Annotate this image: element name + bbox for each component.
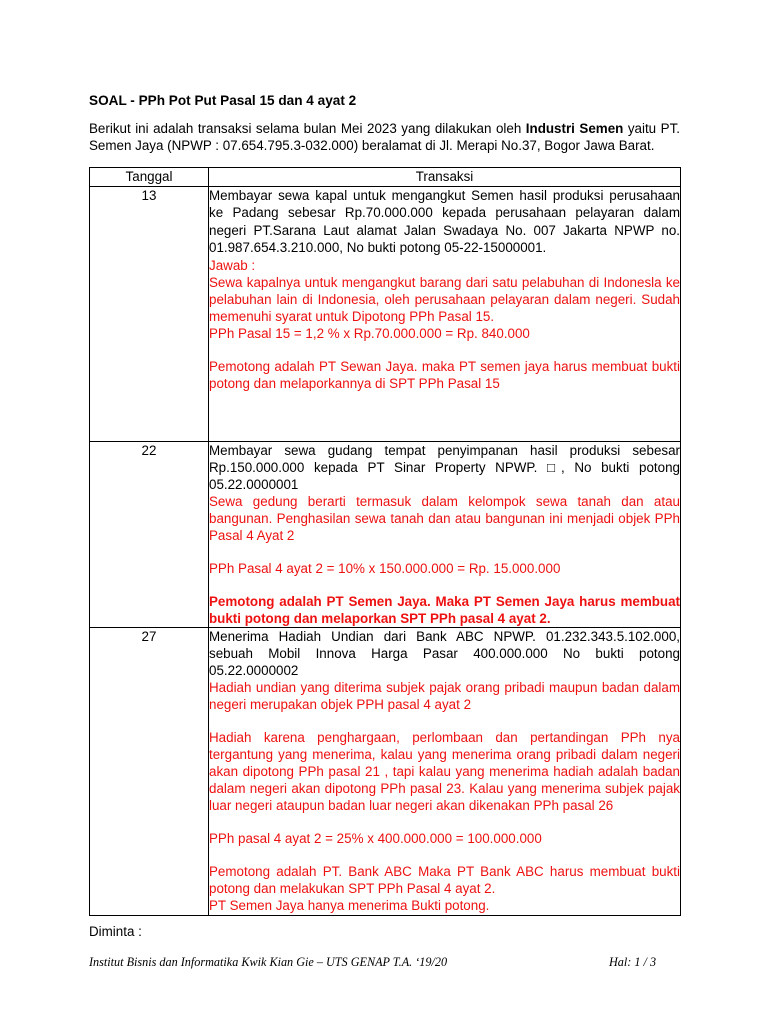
row-date: 13 xyxy=(90,187,209,442)
footer-page-number: Hal: 1 / 3 xyxy=(609,955,657,969)
row-transaction xyxy=(209,442,681,628)
intro-paragraph xyxy=(89,121,680,154)
answer-calculation: PPh Pasal 15 = 1,2 % x Rp.70.000.000 = Rp. 840.000 xyxy=(209,325,530,341)
footer-institution: Institut Bisnis dan Informatika Kwik Kian Gie – UTS GENAP T.A. ‘19/20 xyxy=(89,955,448,969)
intro-text: Berikut ini adalah transaksi selama bulan Mei 2023 yang dilakukan oleh xyxy=(89,121,526,136)
page-title: SOAL - PPh Pot Put Pasal 15 dan 4 ayat 2 xyxy=(89,93,357,108)
intro-bold-text: Industri Semen xyxy=(525,121,624,136)
answer-text: Sewa gedung berarti termasuk dalam kelompok sewa tanah dan atau bangunan. Penghasilan sewa tanah dan atau bangunan ini menjadi objek PPh Pasal 4 Ayat 2 xyxy=(209,494,680,543)
transaction-question: Membayar sewa kapal untuk mengangkut Semen hasil produksi perusahaan ke Padang sebesar Rp.70.000.000 kepada perusahaan pelayaran dalam negeri PT.Sarana Laut alamat Jalan Swadaya No. 007 Jakarta NPWP no. 01.987.654.3.210.000, No bukti potong 05-22-15000001. xyxy=(209,188,680,256)
answer-conclusion: Pemotong adalah PT. Bank ABC Maka PT Bank ABC harus membuat bukti potong dan melakukan SPT PPh Pasal 4 ayat 2. xyxy=(209,864,680,896)
table-row xyxy=(90,187,681,442)
answer-text-detail: Hadiah karena penghargaan, perlombaan dan pertandingan PPh nya tergantung yang menerima, kalau yang menerima orang pribadi dalam negeri akan dipotong PPh pasal 21 , tapi kalau yang menerima hadiah adalah badan dalam negeri akan dipotong PPh pasal 23. Kalau yang menerima subjek pajak luar negeri ataupun badan luar negeri akan dikenakan PPh pasal 26 xyxy=(209,730,680,813)
column-header-tanggal: Tanggal xyxy=(90,168,209,187)
row-transaction xyxy=(209,628,681,916)
answer-label: Jawab : xyxy=(209,257,256,273)
transaction-question: Membayar sewa gudang tempat penyimpanan hasil produksi sebesar Rp.150.000.000 kepada PT Sinar Property NPWP. □, No bukti potong 05.22.0000001 xyxy=(209,443,680,492)
table-row xyxy=(90,628,681,916)
answer-calculation: PPh Pasal 4 ayat 2 = 10% x 150.000.000 = Rp. 15.000.000 xyxy=(209,561,561,576)
answer-note: PT Semen Jaya hanya menerima Bukti potong. xyxy=(209,898,490,913)
table-row xyxy=(90,442,681,628)
transaction-question: Menerima Hadiah Undian dari Bank ABC NPWP. 01.232.343.5.102.000, sebuah Mobil Innova Harga Pasar 400.000.000 No bukti potong 05.22.0000002 xyxy=(209,629,680,678)
diminta-label: Diminta : xyxy=(89,924,142,939)
row-date: 27 xyxy=(90,628,209,916)
answer-conclusion: Pemotong adalah PT Sewan Jaya. maka PT semen jaya harus membuat bukti potong dan melaporkannya di SPT PPh Pasal 15 xyxy=(209,358,680,391)
answer-calculation: PPh pasal 4 ayat 2 = 25% x 400.000.000 = 100.000.000 xyxy=(209,831,542,846)
row-transaction xyxy=(209,187,681,442)
answer-conclusion: Pemotong adalah PT Semen Jaya. Maka PT Semen Jaya harus membuat bukti potong dan melaporkan SPT PPh pasal 4 ayat 2. xyxy=(209,594,680,626)
answer-text: Sewa kapalnya untuk mengangkut barang dari satu pelabuhan di Indonesla ke pelabuhan lain di Indonesia, oleh perusahaan pelayaran dalam negeri. Sudah memenuhi syarat untuk Dipotong PPh Pasal 15. xyxy=(209,274,680,324)
answer-text: Hadiah undian yang diterima subjek pajak orang pribadi maupun badan dalam negeri merupakan objek PPH pasal 4 ayat 2 xyxy=(209,680,680,712)
column-header-transaksi: Transaksi xyxy=(209,168,681,187)
intro-text-rest: yaitu PT. Semen Jaya (NPWP : 07.654.795.3-032.000) beralamat di Jl. Merapi No.37, Bogor Jawa Barat. xyxy=(89,121,680,153)
row-date: 22 xyxy=(90,442,209,628)
transaction-table xyxy=(89,167,681,916)
